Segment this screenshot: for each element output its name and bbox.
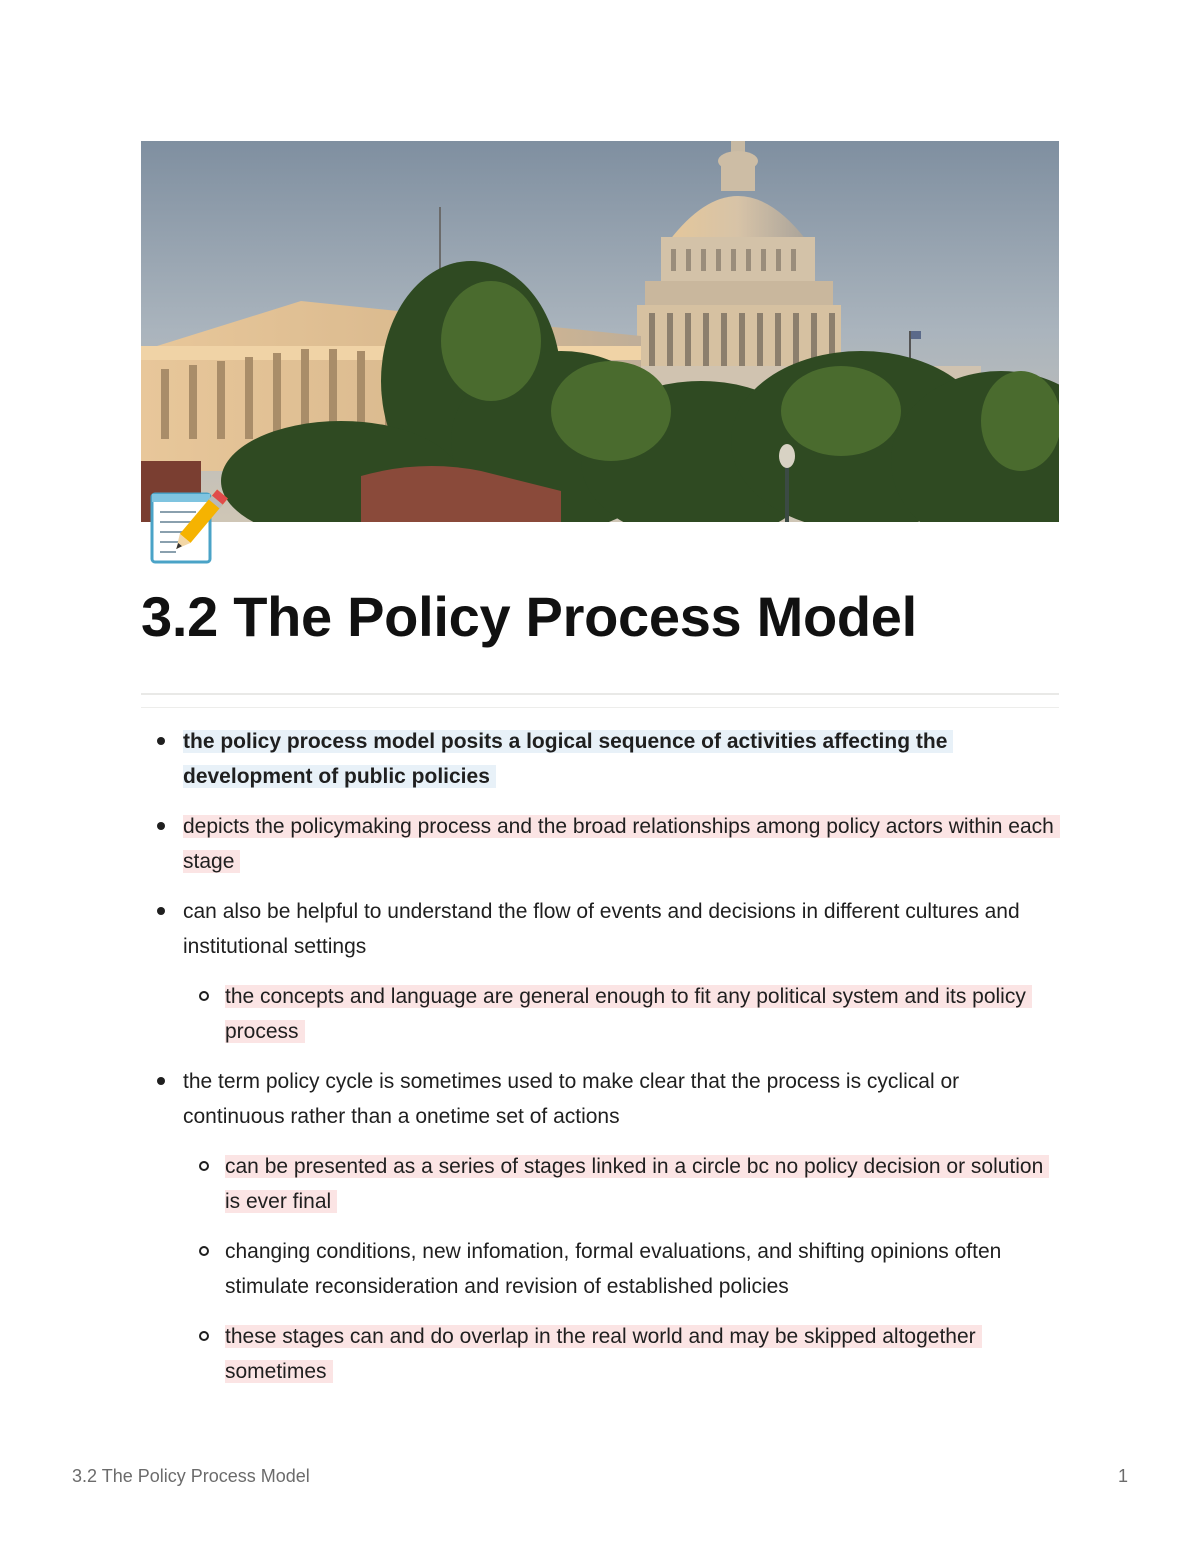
list-item	[183, 979, 1059, 1049]
sub-bullet-list	[183, 979, 1059, 1049]
list-item	[183, 1319, 1059, 1389]
bullet-list	[141, 724, 1059, 1389]
sub-bullet-text: these stages can and do overlap in the real world and may be skipped altogether sometimes	[225, 1325, 982, 1383]
list-item	[183, 1234, 1059, 1304]
sub-bullet-text: can be presented as a series of stages linked in a circle bc no policy decision or solution is ever final	[225, 1155, 1049, 1213]
bullet-text: depicts the policymaking process and the broad relationships among policy actors within each stage	[183, 815, 1060, 873]
footer-title: 3.2 The Policy Process Model	[72, 1466, 310, 1486]
bullet-list-container	[141, 724, 1059, 1404]
list-item	[183, 1149, 1059, 1219]
cover-image	[141, 141, 1059, 522]
list-item	[141, 1064, 1059, 1389]
list-item	[141, 809, 1059, 879]
list-item	[141, 724, 1059, 794]
sub-bullet-list	[183, 1149, 1059, 1389]
bullet-text: can also be helpful to understand the flow of events and decisions in different cultures and institutional settings	[183, 900, 1020, 958]
divider	[141, 707, 1059, 708]
sub-bullet-text: the concepts and language are general enough to fit any political system and its policy process	[225, 985, 1032, 1043]
sub-bullet-text: changing conditions, new infomation, formal evaluations, and shifting opinions often stimulate reconsideration and revision of established policies	[225, 1240, 1002, 1298]
page-number: 1	[1117, 1466, 1128, 1486]
bullet-text: the policy process model posits a logical sequence of activities affecting the development of public policies	[183, 730, 953, 788]
divider	[141, 693, 1059, 695]
page-title: 3.2 The Policy Process Model	[141, 585, 917, 648]
memo-pencil-icon	[146, 484, 230, 568]
list-item	[141, 894, 1059, 1049]
bullet-text: the term policy cycle is sometimes used to make clear that the process is cyclical or continuous rather than a onetime set of actions	[183, 1070, 960, 1128]
